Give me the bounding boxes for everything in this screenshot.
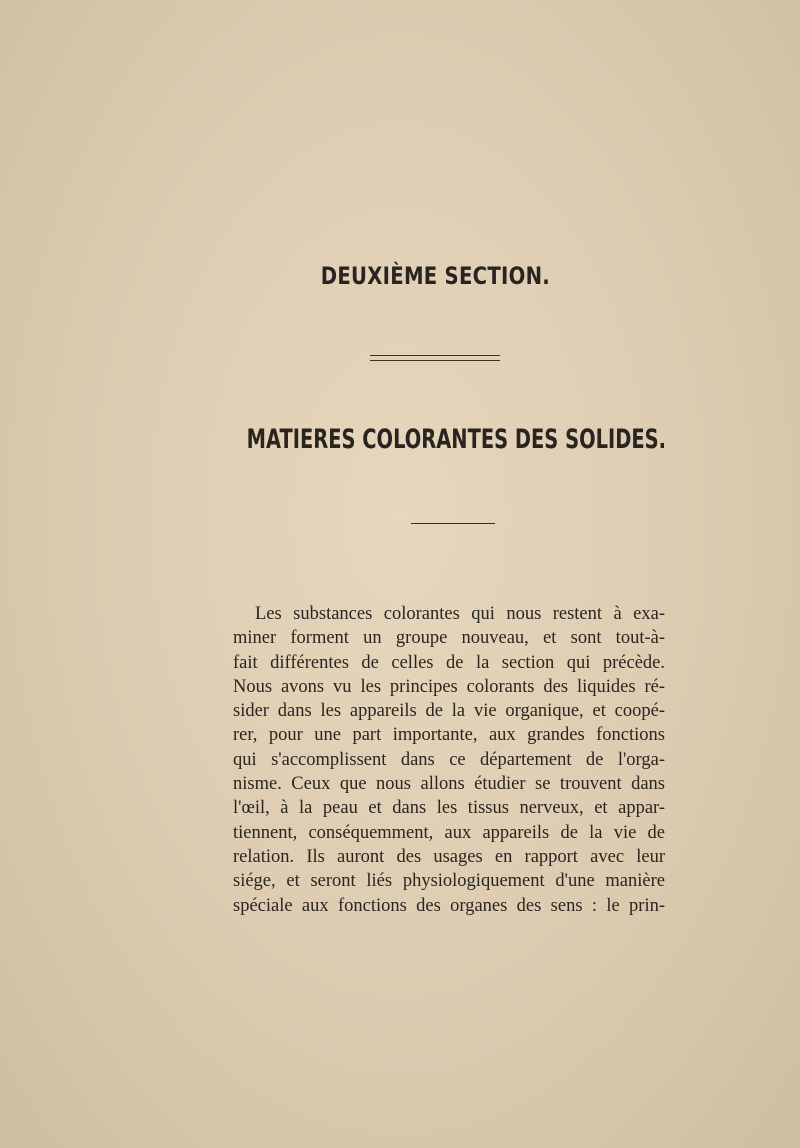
paragraph-line: relation. Ils auront des usages en rapport avec leur: [233, 846, 665, 867]
paragraph-line: sider dans les appareils de la vie organique, et coopé-: [233, 701, 665, 722]
body-paragraph: [233, 602, 665, 918]
paragraph-line: miner forment un groupe nouveau, et sont tout-à-: [233, 628, 665, 649]
paragraph-line: nisme. Ceux que nous allons étudier se trouvent dans: [233, 774, 665, 795]
paragraph-line: spéciale aux fonctions des organes des sens : le prin-: [233, 895, 665, 916]
section-heading: DEUXIÈME SECTION.: [320, 262, 551, 290]
paragraph-line: Nous avons vu les principes colorants des liquides ré-: [233, 676, 665, 697]
paragraph-line: l'œil, à la peau et dans les tissus nerveux, et appar-: [233, 798, 665, 819]
double-rule-divider: [370, 355, 500, 361]
paragraph-line: Les substances colorantes qui nous restent à exa-: [255, 604, 665, 624]
paragraph-line: fait différentes de celles de la section qui précède.: [233, 652, 665, 673]
paragraph-line: siége, et seront liés physiologiquement d'une manière: [233, 871, 665, 892]
paragraph-line: qui s'accomplissent dans ce département de l'orga-: [233, 749, 665, 770]
paragraph-line: tiennent, conséquemment, aux appareils de la vie de: [233, 822, 665, 843]
paragraph-line: rer, pour une part importante, aux grandes fonctions: [233, 725, 665, 746]
subsection-heading: MATIERES COLORANTES DES SOLIDES.: [246, 424, 667, 455]
single-rule-divider: [411, 523, 495, 524]
